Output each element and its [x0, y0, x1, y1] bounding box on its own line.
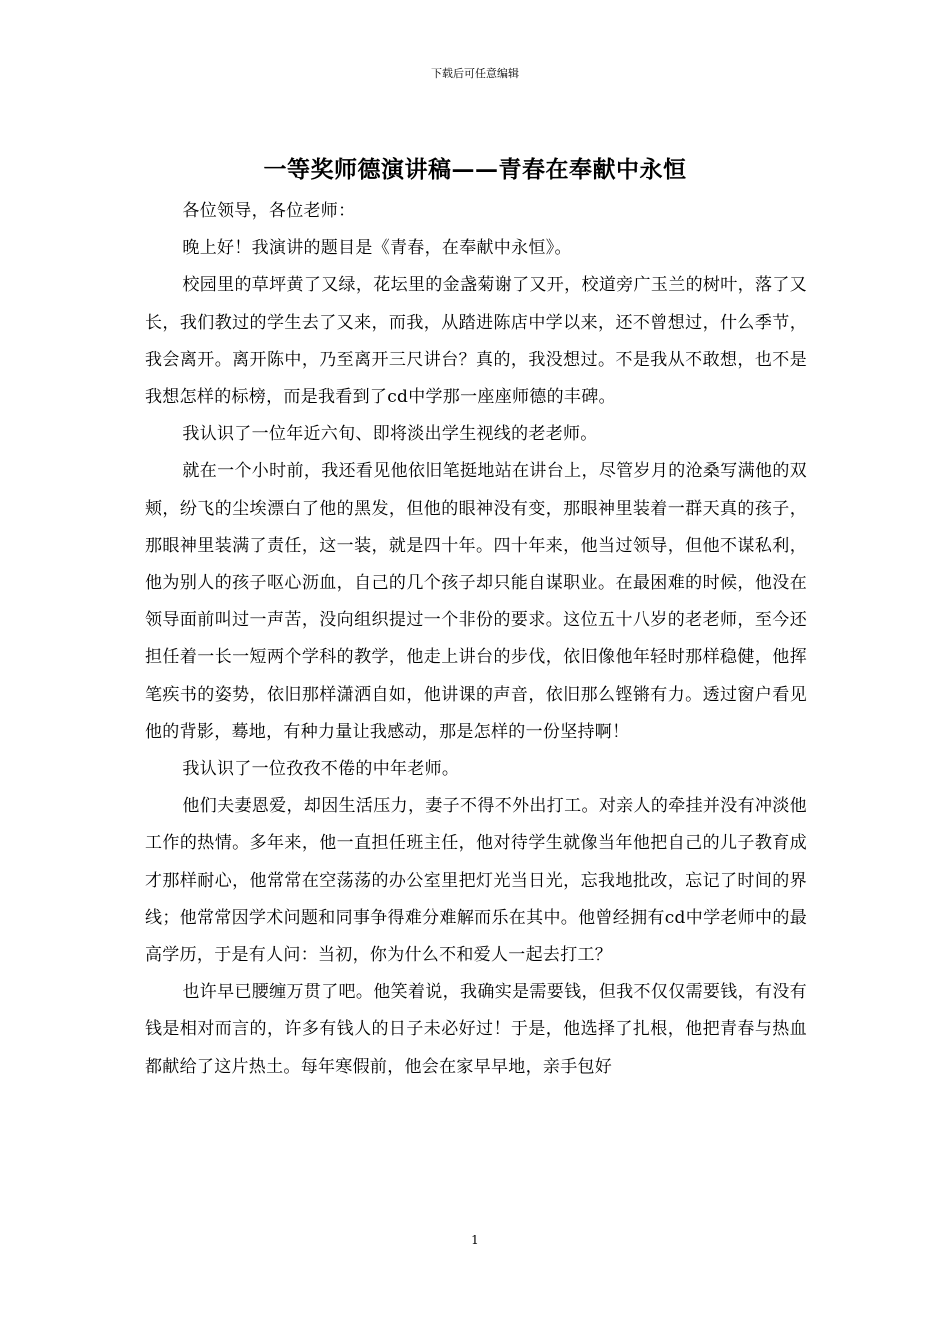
page-number: 1 [471, 1233, 479, 1247]
paragraph-choice: 也许早已腰缠万贯了吧。他笑着说，我确实是需要钱，但我不仅仅需要钱，有没有钱是相对而言的，许多有钱人的日子未必好过！于是，他选择了扎根，他把青春与热血都献给了这片热土。每年寒假前，他会在家早早地，亲手包好 [145, 982, 807, 1077]
paragraph-middle-aged-teacher-intro: 我认识了一位孜孜不倦的中年老师。 [182, 759, 460, 780]
document-body [145, 193, 807, 1086]
document-title: 一等奖师德演讲稿——青春在奉献中永恒 [263, 156, 687, 183]
paragraph-greeting: 各位领导，各位老师： [182, 201, 356, 221]
paragraph-old-teacher-story: 就在一个小时前，我还看见他依旧笔挺地站在讲台上，尽管岁月的沧桑写满他的双颊，纷飞的尘埃漂白了他的黑发，但他的眼神没有变，那眼神里装着一群天真的孩子，那眼神里装满了责任，这一装，就是四十年。四十年来，他当过领导，但他不谋私利，他为别人的孩子呕心沥血，自己的几个孩子却只能自谋职业。在最困难的时候，他没在领导面前叫过一声苦，没向组织提过一个非份的要求。这位五十八岁的老老师，至今还担任着一长一短两个学科的教学，他走上讲台的步伐，依旧像他年轻时那样稳健，他挥笔疾书的姿势，依旧那样潇洒自如，他讲课的声音，依旧那么铿锵有力。透过窗户看见他的背影，蓦地，有种力量让我感动，那是怎样的一份坚持啊！ [145, 461, 807, 742]
page-header: 下载后可任意编辑 [431, 67, 519, 80]
paragraph-opening: 晚上好！我演讲的题目是《青春，在奉献中永恒》。 [182, 238, 572, 259]
paragraph-old-teacher-intro: 我认识了一位年近六旬、即将淡出学生视线的老老师。 [182, 424, 598, 445]
paragraph-middle-aged-teacher-story: 他们夫妻恩爱，却因生活压力，妻子不得不外出打工。对亲人的牵挂并没有冲淡他工作的热情。多年来，他一直担任班主任，他对待学生就像当年他把自己的儿子教育成才那样耐心，他常常在空荡荡的办公室里把灯光当日光，忘我地批改，忘记了时间的界线；他常常因学术问题和同事争得难分难解而乐在其中。他曾经拥有cd中学老师中的最高学历，于是有人问：当初，你为什么不和爱人一起去打工？ [145, 796, 807, 966]
paragraph-campus: 校园里的草坪黄了又绿，花坛里的金盏菊谢了又开，校道旁广玉兰的树叶，落了又长，我们教过的学生去了又来，而我，从踏进陈店中学以来，还不曾想过，什么季节，我会离开。离开陈中，乃至离开三尺讲台？真的，我没想过。不是我从不敢想，也不是我想怎样的标榜，而是我看到了cd中学那一座座师德的丰碑。 [145, 275, 807, 408]
